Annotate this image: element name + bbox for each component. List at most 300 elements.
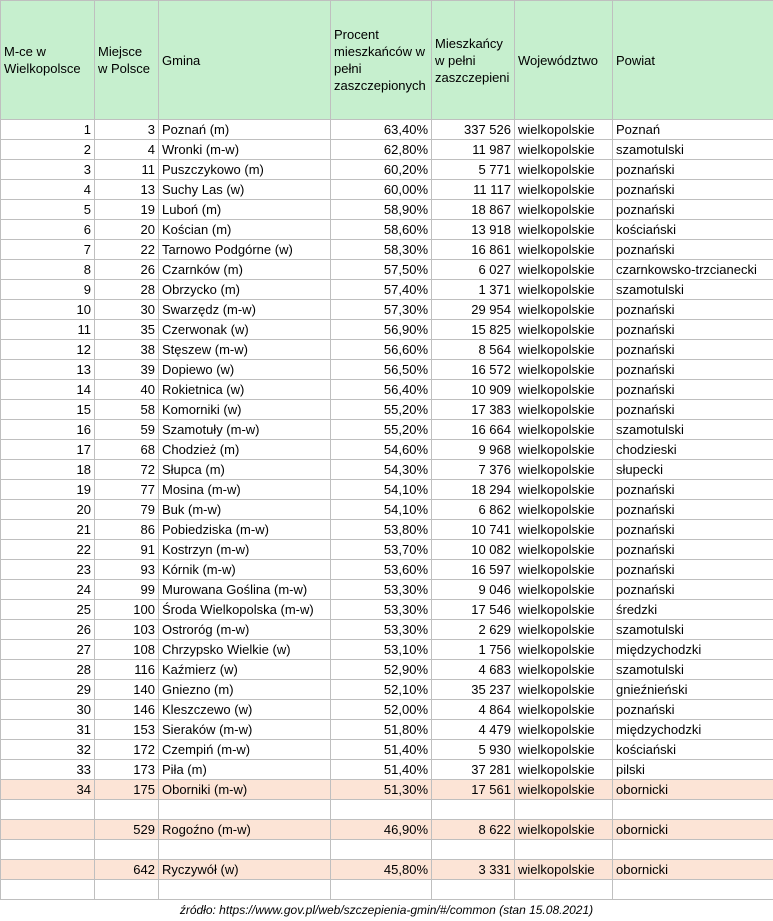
cell-poland-rank: 77 [95,480,159,500]
cell-voivodeship: wielkopolskie [515,660,613,680]
cell-percent: 52,00% [331,700,432,720]
cell-powiat: chodzieski [613,440,773,460]
table-row [1,540,773,560]
cell-poland-rank: 86 [95,520,159,540]
table-row [1,620,773,640]
cell-percent [331,840,432,860]
cell-voivodeship: wielkopolskie [515,560,613,580]
empty-row [1,800,773,820]
cell-count: 29 954 [432,300,515,320]
cell-count: 16 861 [432,240,515,260]
cell-poland-rank: 175 [95,780,159,800]
table-row [1,860,773,880]
cell-count [432,880,515,900]
cell-percent: 56,40% [331,380,432,400]
cell-powiat: poznański [613,500,773,520]
cell-poland-rank: 146 [95,700,159,720]
table-row [1,580,773,600]
cell-region-rank: 9 [1,280,95,300]
cell-region-rank: 22 [1,540,95,560]
table-row [1,740,773,760]
source-note: źródło: https://www.gov.pl/web/szczepienia-gmin/#/common (stan 15.08.2021) [179,903,594,917]
cell-gmina: Środa Wielkopolska (m-w) [159,600,331,620]
cell-region-rank: 11 [1,320,95,340]
cell-poland-rank: 103 [95,620,159,640]
table-row [1,500,773,520]
cell-gmina: Luboń (m) [159,200,331,220]
table-row [1,180,773,200]
cell-voivodeship: wielkopolskie [515,860,613,880]
cell-poland-rank: 116 [95,660,159,680]
cell-count: 13 918 [432,220,515,240]
cell-voivodeship: wielkopolskie [515,280,613,300]
cell-poland-rank: 35 [95,320,159,340]
table-row [1,360,773,380]
cell-voivodeship: wielkopolskie [515,500,613,520]
header-cell-powiat: Powiat [613,1,773,120]
cell-region-rank: 19 [1,480,95,500]
header-cell-count: Mieszkańcy w pełni zaszczepieni [432,1,515,120]
table-row [1,340,773,360]
cell-region-rank: 8 [1,260,95,280]
cell-count: 2 629 [432,620,515,640]
cell-count: 5 771 [432,160,515,180]
cell-voivodeship: wielkopolskie [515,440,613,460]
cell-gmina [159,840,331,860]
cell-gmina: Kaźmierz (w) [159,660,331,680]
cell-region-rank [1,800,95,820]
table-row [1,220,773,240]
cell-percent: 53,10% [331,640,432,660]
cell-gmina: Kostrzyn (m-w) [159,540,331,560]
cell-count: 4 479 [432,720,515,740]
cell-poland-rank: 91 [95,540,159,560]
cell-region-rank: 14 [1,380,95,400]
cell-percent: 55,20% [331,420,432,440]
cell-gmina: Rogoźno (m-w) [159,820,331,840]
cell-gmina: Puszczykowo (m) [159,160,331,180]
cell-voivodeship: wielkopolskie [515,420,613,440]
cell-percent: 53,80% [331,520,432,540]
cell-percent: 54,60% [331,440,432,460]
cell-count: 3 331 [432,860,515,880]
cell-region-rank: 25 [1,600,95,620]
cell-percent: 46,90% [331,820,432,840]
cell-percent: 58,60% [331,220,432,240]
cell-voivodeship: wielkopolskie [515,220,613,240]
cell-region-rank: 13 [1,360,95,380]
table-row [1,480,773,500]
cell-gmina: Poznań (m) [159,120,331,140]
cell-count: 10 909 [432,380,515,400]
cell-count: 1 371 [432,280,515,300]
cell-poland-rank: 108 [95,640,159,660]
cell-gmina: Mosina (m-w) [159,480,331,500]
cell-powiat: szamotulski [613,420,773,440]
cell-percent: 54,10% [331,500,432,520]
cell-region-rank: 27 [1,640,95,660]
cell-powiat: poznański [613,540,773,560]
cell-gmina: Tarnowo Podgórne (w) [159,240,331,260]
cell-percent: 57,30% [331,300,432,320]
cell-count: 16 664 [432,420,515,440]
cell-count: 4 864 [432,700,515,720]
cell-region-rank: 18 [1,460,95,480]
table-row [1,260,773,280]
cell-gmina: Oborniki (m-w) [159,780,331,800]
cell-count: 15 825 [432,320,515,340]
cell-voivodeship: wielkopolskie [515,240,613,260]
cell-gmina: Słupca (m) [159,460,331,480]
cell-poland-rank: 19 [95,200,159,220]
cell-count: 6 027 [432,260,515,280]
table-row [1,280,773,300]
cell-powiat: poznański [613,200,773,220]
cell-count: 16 597 [432,560,515,580]
cell-gmina: Piła (m) [159,760,331,780]
cell-region-rank [1,820,95,840]
cell-count: 5 930 [432,740,515,760]
cell-gmina: Dopiewo (w) [159,360,331,380]
cell-poland-rank: 22 [95,240,159,260]
cell-powiat: kościański [613,220,773,240]
cell-voivodeship: wielkopolskie [515,600,613,620]
cell-percent: 58,30% [331,240,432,260]
cell-poland-rank: 13 [95,180,159,200]
table-row [1,560,773,580]
cell-voivodeship: wielkopolskie [515,140,613,160]
cell-percent: 51,30% [331,780,432,800]
cell-gmina: Sieraków (m-w) [159,720,331,740]
header-row [1,1,773,120]
cell-region-rank [1,840,95,860]
cell-voivodeship [515,880,613,900]
cell-poland-rank: 20 [95,220,159,240]
cell-poland-rank: 30 [95,300,159,320]
cell-powiat: międzychodzki [613,640,773,660]
cell-percent: 63,40% [331,120,432,140]
cell-percent: 51,80% [331,720,432,740]
cell-powiat: obornicki [613,860,773,880]
table-row [1,160,773,180]
table-row [1,600,773,620]
cell-count: 11 987 [432,140,515,160]
header-cell-voivodeship: Województwo [515,1,613,120]
cell-gmina: Kleszczewo (w) [159,700,331,720]
cell-region-rank: 20 [1,500,95,520]
cell-voivodeship: wielkopolskie [515,820,613,840]
table-row [1,460,773,480]
cell-percent: 52,10% [331,680,432,700]
cell-voivodeship: wielkopolskie [515,540,613,560]
cell-voivodeship: wielkopolskie [515,680,613,700]
cell-region-rank: 2 [1,140,95,160]
cell-poland-rank: 529 [95,820,159,840]
cell-gmina: Czerwonak (w) [159,320,331,340]
cell-poland-rank: 40 [95,380,159,400]
table-row [1,660,773,680]
cell-count: 9 046 [432,580,515,600]
cell-region-rank: 30 [1,700,95,720]
cell-region-rank: 26 [1,620,95,640]
cell-voivodeship: wielkopolskie [515,620,613,640]
cell-gmina: Gniezno (m) [159,680,331,700]
cell-count [432,840,515,860]
table-row [1,760,773,780]
table-row [1,640,773,660]
cell-gmina: Kórnik (m-w) [159,560,331,580]
cell-powiat: międzychodzki [613,720,773,740]
table-row [1,720,773,740]
cell-region-rank: 28 [1,660,95,680]
header-cell-percent: Procent mieszkańców w pełni zaszczepionych [331,1,432,120]
cell-poland-rank: 642 [95,860,159,880]
cell-powiat: poznański [613,300,773,320]
cell-poland-rank: 58 [95,400,159,420]
cell-powiat: słupecki [613,460,773,480]
cell-percent: 53,70% [331,540,432,560]
cell-count [432,800,515,820]
cell-percent: 53,30% [331,620,432,640]
cell-count: 17 546 [432,600,515,620]
cell-poland-rank: 172 [95,740,159,760]
cell-poland-rank [95,840,159,860]
cell-gmina: Swarzędz (m-w) [159,300,331,320]
cell-poland-rank: 99 [95,580,159,600]
cell-voivodeship: wielkopolskie [515,480,613,500]
cell-region-rank: 23 [1,560,95,580]
cell-powiat: poznański [613,320,773,340]
cell-count: 8 622 [432,820,515,840]
cell-region-rank: 1 [1,120,95,140]
cell-voivodeship: wielkopolskie [515,640,613,660]
cell-region-rank: 31 [1,720,95,740]
cell-region-rank: 34 [1,780,95,800]
cell-powiat: poznański [613,560,773,580]
cell-powiat [613,880,773,900]
cell-percent: 51,40% [331,740,432,760]
cell-percent: 56,50% [331,360,432,380]
cell-voivodeship: wielkopolskie [515,400,613,420]
cell-poland-rank: 4 [95,140,159,160]
cell-gmina: Wronki (m-w) [159,140,331,160]
header-cell-poland-rank: Miejsce w Polsce [95,1,159,120]
cell-count: 4 683 [432,660,515,680]
cell-voivodeship: wielkopolskie [515,780,613,800]
cell-region-rank: 6 [1,220,95,240]
table-row [1,820,773,840]
cell-gmina [159,800,331,820]
cell-gmina: Buk (m-w) [159,500,331,520]
cell-powiat: szamotulski [613,620,773,640]
cell-region-rank: 21 [1,520,95,540]
table-row [1,780,773,800]
cell-voivodeship: wielkopolskie [515,300,613,320]
table-row [1,320,773,340]
cell-poland-rank: 140 [95,680,159,700]
cell-voivodeship: wielkopolskie [515,740,613,760]
cell-powiat: obornicki [613,820,773,840]
cell-gmina: Komorniki (w) [159,400,331,420]
cell-region-rank: 29 [1,680,95,700]
cell-percent: 51,40% [331,760,432,780]
cell-powiat: kościański [613,740,773,760]
table-row [1,300,773,320]
cell-voivodeship [515,840,613,860]
cell-poland-rank: 93 [95,560,159,580]
cell-voivodeship: wielkopolskie [515,520,613,540]
cell-poland-rank: 79 [95,500,159,520]
cell-poland-rank [95,800,159,820]
cell-voivodeship: wielkopolskie [515,720,613,740]
cell-region-rank: 10 [1,300,95,320]
cell-poland-rank: 3 [95,120,159,140]
cell-powiat: pilski [613,760,773,780]
cell-gmina: Ostroróg (m-w) [159,620,331,640]
cell-gmina: Czarnków (m) [159,260,331,280]
table-row [1,440,773,460]
empty-row [1,880,773,900]
cell-percent: 54,30% [331,460,432,480]
cell-count: 9 968 [432,440,515,460]
cell-voivodeship: wielkopolskie [515,760,613,780]
cell-region-rank: 15 [1,400,95,420]
cell-region-rank: 24 [1,580,95,600]
cell-voivodeship: wielkopolskie [515,260,613,280]
cell-percent: 60,00% [331,180,432,200]
cell-percent: 56,90% [331,320,432,340]
cell-powiat: średzki [613,600,773,620]
cell-region-rank: 7 [1,240,95,260]
table-row [1,420,773,440]
table-row [1,240,773,260]
table-row [1,520,773,540]
cell-percent: 55,20% [331,400,432,420]
cell-powiat [613,840,773,860]
cell-percent: 56,60% [331,340,432,360]
cell-region-rank: 32 [1,740,95,760]
cell-voivodeship: wielkopolskie [515,200,613,220]
cell-gmina: Kościan (m) [159,220,331,240]
cell-powiat: poznański [613,180,773,200]
cell-poland-rank: 11 [95,160,159,180]
cell-count: 37 281 [432,760,515,780]
cell-powiat: szamotulski [613,280,773,300]
cell-percent: 54,10% [331,480,432,500]
cell-powiat: poznański [613,400,773,420]
cell-voivodeship: wielkopolskie [515,700,613,720]
cell-voivodeship: wielkopolskie [515,180,613,200]
header-cell-gmina: Gmina [159,1,331,120]
cell-region-rank [1,880,95,900]
cell-gmina: Szamotuły (m-w) [159,420,331,440]
cell-count: 1 756 [432,640,515,660]
cell-gmina: Suchy Las (w) [159,180,331,200]
table-row [1,380,773,400]
cell-count: 8 564 [432,340,515,360]
cell-region-rank: 5 [1,200,95,220]
cell-powiat: gnieźnieński [613,680,773,700]
cell-powiat: poznański [613,580,773,600]
cell-region-rank: 3 [1,160,95,180]
cell-powiat: Poznań [613,120,773,140]
cell-voivodeship: wielkopolskie [515,460,613,480]
cell-powiat: obornicki [613,780,773,800]
cell-count: 6 862 [432,500,515,520]
table-row [1,140,773,160]
cell-gmina: Pobiedziska (m-w) [159,520,331,540]
cell-gmina: Ryczywół (w) [159,860,331,880]
cell-voivodeship: wielkopolskie [515,340,613,360]
header-cell-region-rank: M-ce w Wielkopolsce [1,1,95,120]
cell-percent: 45,80% [331,860,432,880]
cell-region-rank: 17 [1,440,95,460]
cell-count: 337 526 [432,120,515,140]
cell-region-rank: 16 [1,420,95,440]
cell-poland-rank: 59 [95,420,159,440]
cell-powiat: poznański [613,380,773,400]
table-row [1,700,773,720]
cell-powiat: czarnkowsko-trzcianecki [613,260,773,280]
cell-powiat: poznański [613,340,773,360]
cell-count: 17 561 [432,780,515,800]
table-row [1,400,773,420]
cell-percent: 53,30% [331,580,432,600]
cell-voivodeship [515,800,613,820]
cell-percent [331,800,432,820]
empty-row [1,840,773,860]
cell-percent: 53,60% [331,560,432,580]
cell-voivodeship: wielkopolskie [515,360,613,380]
cell-count: 18 867 [432,200,515,220]
cell-count: 18 294 [432,480,515,500]
table-row [1,120,773,140]
cell-count: 16 572 [432,360,515,380]
cell-count: 11 117 [432,180,515,200]
cell-voivodeship: wielkopolskie [515,380,613,400]
cell-powiat: szamotulski [613,140,773,160]
cell-percent [331,880,432,900]
cell-voivodeship: wielkopolskie [515,120,613,140]
table-body [1,120,773,900]
cell-count: 35 237 [432,680,515,700]
cell-poland-rank [95,880,159,900]
cell-percent: 57,50% [331,260,432,280]
cell-powiat: poznański [613,360,773,380]
cell-poland-rank: 38 [95,340,159,360]
cell-gmina: Chodzież (m) [159,440,331,460]
cell-percent: 58,90% [331,200,432,220]
cell-poland-rank: 153 [95,720,159,740]
cell-powiat [613,800,773,820]
cell-gmina: Rokietnica (w) [159,380,331,400]
cell-poland-rank: 39 [95,360,159,380]
cell-region-rank: 4 [1,180,95,200]
cell-percent: 57,40% [331,280,432,300]
cell-count: 10 741 [432,520,515,540]
cell-gmina [159,880,331,900]
cell-voivodeship: wielkopolskie [515,320,613,340]
cell-poland-rank: 26 [95,260,159,280]
cell-percent: 60,20% [331,160,432,180]
cell-region-rank [1,860,95,880]
cell-percent: 62,80% [331,140,432,160]
cell-poland-rank: 173 [95,760,159,780]
cell-poland-rank: 28 [95,280,159,300]
cell-poland-rank: 72 [95,460,159,480]
cell-powiat: poznański [613,700,773,720]
cell-voivodeship: wielkopolskie [515,580,613,600]
